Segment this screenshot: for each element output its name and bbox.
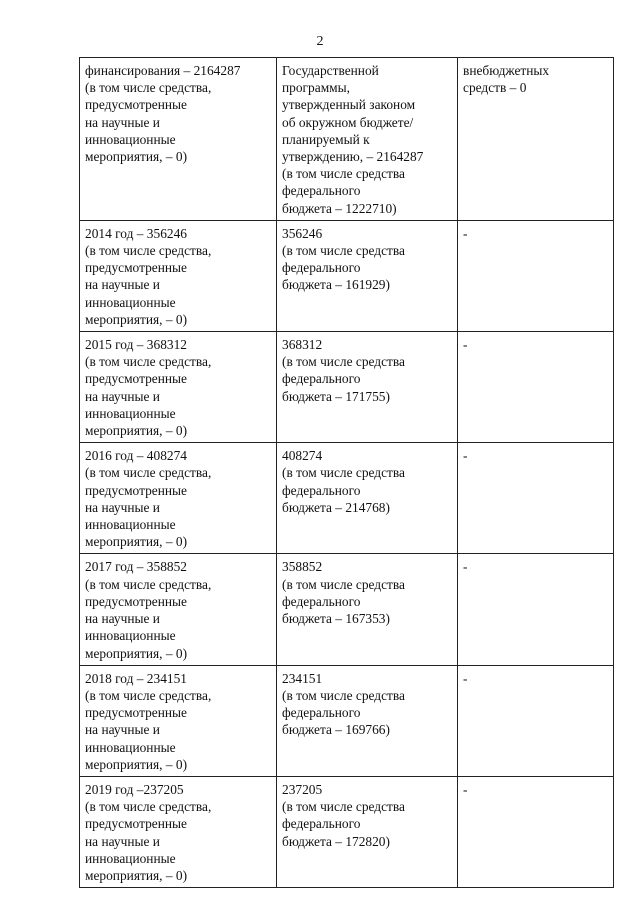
cell-year-extra: - bbox=[458, 220, 614, 331]
page-number: 2 bbox=[316, 34, 324, 49]
cell-total-financing: финансирования – 2164287 (в том числе средства, предусмотренные на научные и инновационные мероприятия, – 0) bbox=[80, 58, 277, 221]
cell-year-total: 2016 год – 408274 (в том числе средства, предусмотренные на научные и инновационные мероприятия, – 0) bbox=[80, 443, 277, 554]
cell-year-total: 2018 год – 234151 (в том числе средства, предусмотренные на научные и инновационные мероприятия, – 0) bbox=[80, 665, 277, 776]
table-row-2016 bbox=[80, 443, 614, 554]
cell-year-regional: 368312 (в том числе средства федерального бюджета – 171755) bbox=[277, 332, 458, 443]
cell-regional-budget: Государственной программы, утвержденный законом об окружном бюджете/ планируемый к утверждению, – 2164287 (в том числе средства федерального бюджета – 1222710) bbox=[277, 58, 458, 221]
table-row-2019 bbox=[80, 776, 614, 887]
cell-extrabudgetary: внебюджетных средств – 0 bbox=[458, 58, 614, 221]
cell-year-extra: - bbox=[458, 443, 614, 554]
cell-year-regional: 356246 (в том числе средства федерального бюджета – 161929) bbox=[277, 220, 458, 331]
table-row-2018 bbox=[80, 665, 614, 776]
cell-year-extra: - bbox=[458, 776, 614, 887]
cell-year-total: 2015 год – 368312 (в том числе средства, предусмотренные на научные и инновационные мероприятия, – 0) bbox=[80, 332, 277, 443]
cell-year-regional: 358852 (в том числе средства федерального бюджета – 167353) bbox=[277, 554, 458, 665]
cell-year-extra: - bbox=[458, 554, 614, 665]
cell-year-total: 2014 год – 356246 (в том числе средства, предусмотренные на научные и инновационные мероприятия, – 0) bbox=[80, 220, 277, 331]
cell-year-total: 2017 год – 358852 (в том числе средства, предусмотренные на научные и инновационные мероприятия, – 0) bbox=[80, 554, 277, 665]
cell-year-total: 2019 год –237205 (в том числе средства, предусмотренные на научные и инновационные мероприятия, – 0) bbox=[80, 776, 277, 887]
cell-year-regional: 234151 (в том числе средства федерального бюджета – 169766) bbox=[277, 665, 458, 776]
table-row-total bbox=[80, 58, 614, 221]
financing-table bbox=[79, 57, 614, 888]
cell-year-extra: - bbox=[458, 665, 614, 776]
cell-year-extra: - bbox=[458, 332, 614, 443]
cell-year-regional: 408274 (в том числе средства федерального бюджета – 214768) bbox=[277, 443, 458, 554]
table-row-2015 bbox=[80, 332, 614, 443]
table-row-2017 bbox=[80, 554, 614, 665]
table-row-2014 bbox=[80, 220, 614, 331]
cell-year-regional: 237205 (в том числе средства федерального бюджета – 172820) bbox=[277, 776, 458, 887]
